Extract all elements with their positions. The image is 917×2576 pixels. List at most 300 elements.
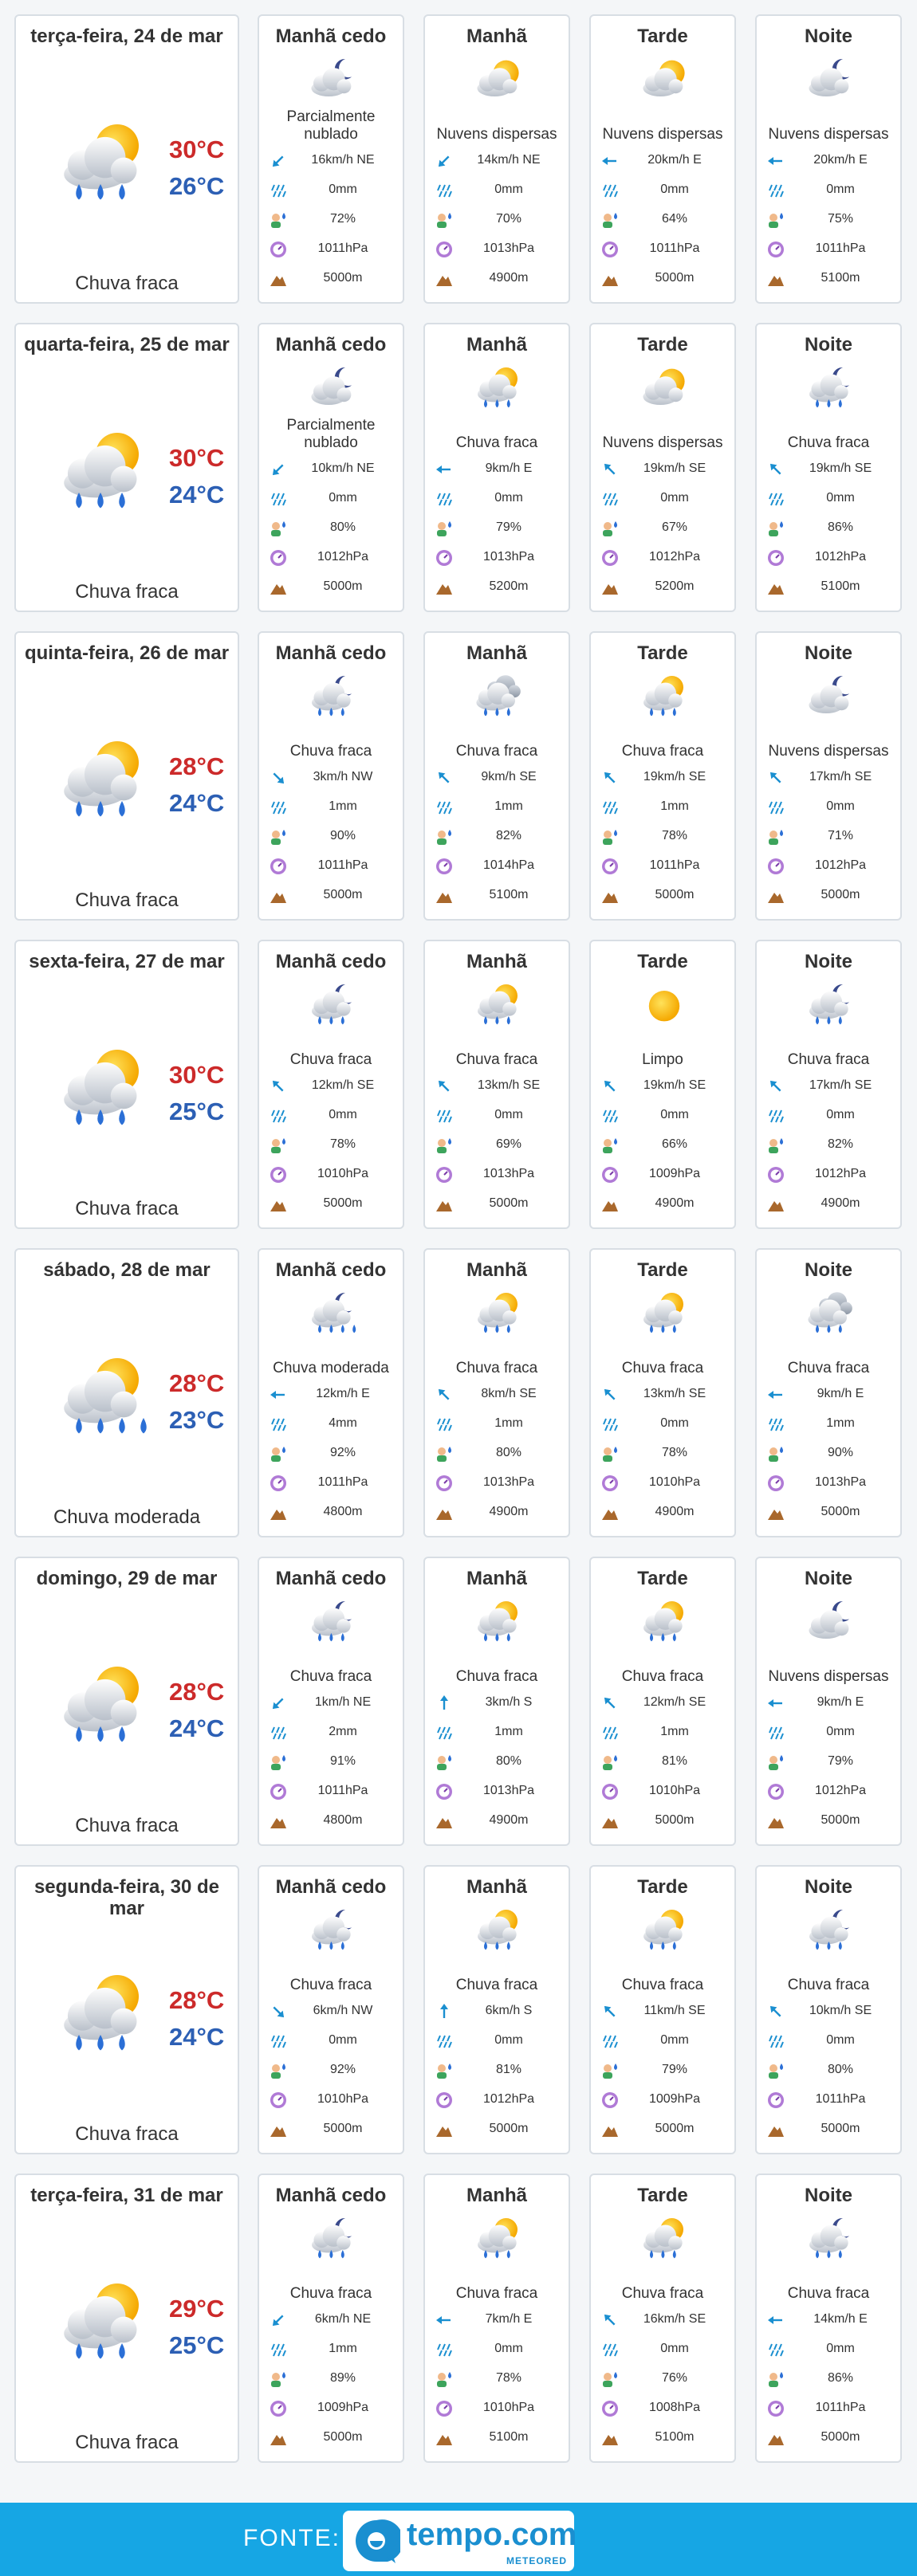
altitude-stat bbox=[264, 2119, 398, 2141]
altitude-stat bbox=[430, 1810, 564, 1832]
wind-icon bbox=[600, 151, 620, 171]
rain-icon bbox=[766, 1415, 785, 1434]
wind-value: 9km/h E bbox=[817, 1387, 864, 1400]
wind-value: 13km/h SE bbox=[477, 1078, 541, 1092]
humidity-icon bbox=[269, 519, 288, 538]
altitude-value: 5200m bbox=[655, 579, 695, 593]
pressure-icon bbox=[600, 2399, 620, 2418]
humidity-icon bbox=[600, 210, 620, 230]
period-description bbox=[262, 1647, 399, 1686]
rain-icon bbox=[766, 181, 785, 200]
pressure-value: 1009hPa bbox=[317, 2401, 369, 2414]
rain-value: 0mm bbox=[494, 2342, 523, 2355]
period-name: Manhã bbox=[466, 1259, 527, 1281]
altitude-stat bbox=[264, 1502, 398, 1524]
period-card[interactable] bbox=[589, 1557, 736, 1846]
moon-cloud-rain-icon bbox=[301, 2212, 364, 2263]
pressure-value: 1010hPa bbox=[482, 2401, 535, 2414]
rain-value: 0mm bbox=[660, 491, 689, 505]
period-card[interactable] bbox=[589, 940, 736, 1229]
period-name: Noite bbox=[805, 2185, 852, 2206]
altitude-stat bbox=[596, 885, 730, 907]
period-description-text: Limpo bbox=[642, 1051, 683, 1068]
altitude-value: 5000m bbox=[821, 888, 860, 901]
period-card[interactable] bbox=[755, 14, 902, 304]
altitude-icon bbox=[600, 1503, 620, 1522]
period-description-text: Chuva fraca bbox=[621, 743, 704, 760]
pressure-stat bbox=[430, 2397, 564, 2420]
rain-value: 4mm bbox=[329, 1416, 357, 1430]
rain-icon bbox=[269, 1723, 288, 1742]
humidity-value: 76% bbox=[661, 2371, 688, 2385]
altitude-stat bbox=[762, 1810, 895, 1832]
sun-cloud-rain-icon bbox=[43, 418, 163, 519]
period-card[interactable] bbox=[589, 323, 736, 612]
rain-icon bbox=[435, 2340, 454, 2359]
period-card[interactable] bbox=[589, 631, 736, 921]
wind-icon bbox=[269, 2002, 288, 2021]
humidity-value: 89% bbox=[329, 2371, 356, 2385]
humidity-value: 90% bbox=[827, 1446, 854, 1459]
period-card[interactable] bbox=[755, 323, 902, 612]
altitude-stat bbox=[762, 268, 895, 290]
period-card[interactable] bbox=[589, 2174, 736, 2463]
rain-value: 0mm bbox=[494, 2033, 523, 2047]
day-title: quarta-feira, 25 de mar bbox=[24, 334, 230, 355]
rain-stat bbox=[430, 796, 564, 819]
pressure-icon bbox=[269, 548, 288, 567]
period-name: Tarde bbox=[637, 1568, 688, 1589]
period-card[interactable] bbox=[589, 1865, 736, 2154]
rain-stat bbox=[596, 796, 730, 819]
day-summary-card[interactable] bbox=[14, 631, 239, 921]
footer bbox=[0, 2503, 917, 2576]
period-description bbox=[428, 1956, 565, 1994]
cloud-rain-icon bbox=[798, 1286, 862, 1337]
period-name: Manhã bbox=[466, 642, 527, 664]
humidity-stat bbox=[596, 826, 730, 848]
brand-link[interactable] bbox=[343, 2511, 577, 2571]
rain-value: 0mm bbox=[660, 1416, 689, 1430]
pressure-icon bbox=[435, 1474, 454, 1493]
rain-value: 0mm bbox=[494, 183, 523, 196]
period-card[interactable] bbox=[423, 1865, 570, 2154]
wind-value: 10km/h SE bbox=[809, 2004, 872, 2017]
rain-stat bbox=[264, 796, 398, 819]
humidity-value: 86% bbox=[827, 520, 854, 534]
wind-icon bbox=[269, 1385, 288, 1404]
pressure-icon bbox=[435, 1165, 454, 1184]
period-name: Manhã cedo bbox=[275, 2185, 387, 2206]
period-card[interactable] bbox=[258, 1557, 404, 1846]
humidity-stat bbox=[430, 1751, 564, 1773]
altitude-stat bbox=[264, 576, 398, 599]
humidity-icon bbox=[435, 210, 454, 230]
period-card[interactable] bbox=[755, 940, 902, 1229]
rain-stat bbox=[762, 1722, 895, 1744]
humidity-stat bbox=[762, 209, 895, 231]
humidity-stat bbox=[264, 517, 398, 540]
altitude-icon bbox=[435, 886, 454, 905]
altitude-icon bbox=[600, 578, 620, 597]
sun-icon bbox=[632, 978, 696, 1029]
period-card[interactable] bbox=[423, 631, 570, 921]
period-card[interactable] bbox=[423, 1557, 570, 1846]
period-description-text: Chuva fraca bbox=[455, 434, 538, 451]
rain-value: 0mm bbox=[826, 1725, 855, 1738]
altitude-icon bbox=[600, 1195, 620, 1214]
rain-stat bbox=[762, 2030, 895, 2052]
rain-icon bbox=[600, 489, 620, 509]
moon-cloud-icon bbox=[798, 53, 862, 104]
period-description bbox=[594, 722, 731, 760]
humidity-value: 91% bbox=[329, 1754, 356, 1768]
humidity-value: 69% bbox=[495, 1137, 522, 1151]
moon-cloud-icon bbox=[301, 361, 364, 412]
humidity-value: 64% bbox=[661, 212, 688, 226]
altitude-value: 5100m bbox=[821, 579, 860, 593]
humidity-icon bbox=[435, 827, 454, 846]
humidity-icon bbox=[269, 2061, 288, 2080]
pressure-icon bbox=[766, 240, 785, 259]
pressure-value: 1011hPa bbox=[815, 2092, 866, 2106]
period-card[interactable] bbox=[258, 1248, 404, 1537]
altitude-value: 4900m bbox=[655, 1505, 695, 1518]
rain-value: 1mm bbox=[660, 1725, 689, 1738]
wind-stat bbox=[762, 150, 895, 172]
altitude-value: 5000m bbox=[821, 2122, 860, 2135]
wind-stat bbox=[596, 2309, 730, 2331]
period-card[interactable] bbox=[258, 1865, 404, 2154]
period-card[interactable] bbox=[423, 2174, 570, 2463]
humidity-icon bbox=[435, 2061, 454, 2080]
wind-icon bbox=[766, 2311, 785, 2330]
wind-icon bbox=[269, 768, 288, 787]
sun-cloud-rain-icon bbox=[43, 1961, 163, 2061]
period-card[interactable] bbox=[589, 1248, 736, 1537]
pressure-value: 1010hPa bbox=[317, 2092, 369, 2106]
rain-value: 1mm bbox=[494, 1416, 523, 1430]
humidity-stat bbox=[430, 517, 564, 540]
humidity-icon bbox=[600, 2061, 620, 2080]
humidity-value: 67% bbox=[661, 520, 688, 534]
rain-value: 1mm bbox=[660, 799, 689, 813]
wind-value: 12km/h E bbox=[316, 1387, 370, 1400]
wind-icon bbox=[600, 460, 620, 479]
altitude-stat bbox=[264, 1810, 398, 1832]
wind-icon bbox=[766, 1077, 785, 1096]
sun-cloud-rain-icon bbox=[632, 1595, 696, 1646]
wind-stat bbox=[596, 1075, 730, 1098]
humidity-icon bbox=[435, 1444, 454, 1463]
period-card[interactable] bbox=[258, 631, 404, 921]
period-description bbox=[428, 414, 565, 452]
rain-icon bbox=[600, 181, 620, 200]
day-title: terça-feira, 24 de mar bbox=[30, 26, 223, 47]
wind-icon bbox=[766, 1385, 785, 1404]
period-card[interactable] bbox=[423, 14, 570, 304]
pressure-icon bbox=[600, 240, 620, 259]
pressure-value: 1013hPa bbox=[482, 1784, 535, 1797]
altitude-value: 4900m bbox=[489, 271, 529, 285]
pressure-icon bbox=[435, 2091, 454, 2110]
pressure-icon bbox=[600, 1782, 620, 1801]
period-name: Tarde bbox=[637, 2185, 688, 2206]
period-description-text: Chuva fraca bbox=[455, 1051, 538, 1068]
wind-value: 12km/h SE bbox=[643, 1695, 706, 1709]
rain-icon bbox=[766, 489, 785, 509]
rain-stat bbox=[596, 179, 730, 202]
pressure-value: 1013hPa bbox=[814, 1475, 867, 1489]
day-summary-card[interactable] bbox=[14, 940, 239, 1229]
period-card[interactable] bbox=[755, 1248, 902, 1537]
period-description bbox=[594, 1956, 731, 1994]
sun-cloud-icon bbox=[466, 53, 530, 104]
pressure-stat bbox=[762, 1472, 895, 1494]
humidity-icon bbox=[766, 827, 785, 846]
rain-stat bbox=[762, 179, 895, 202]
rain-value: 0mm bbox=[826, 491, 855, 505]
period-description-text: Chuva fraca bbox=[289, 1668, 372, 1685]
day-summary: Chuva fraca bbox=[75, 889, 179, 911]
wind-icon bbox=[766, 2002, 785, 2021]
humidity-value: 66% bbox=[661, 1137, 688, 1151]
altitude-value: 4800m bbox=[323, 1505, 363, 1518]
altitude-icon bbox=[766, 2429, 785, 2448]
sun-cloud-icon bbox=[632, 53, 696, 104]
moon-cloud-rain-icon bbox=[798, 361, 862, 412]
humidity-icon bbox=[435, 1753, 454, 1772]
altitude-icon bbox=[269, 1503, 288, 1522]
rain-stat bbox=[430, 179, 564, 202]
period-name: Manhã cedo bbox=[275, 1259, 387, 1281]
period-card[interactable] bbox=[258, 323, 404, 612]
rain-icon bbox=[600, 1106, 620, 1125]
rain-icon bbox=[766, 2340, 785, 2359]
humidity-stat bbox=[762, 2368, 895, 2390]
min-temp: 24°C bbox=[169, 2023, 225, 2051]
altitude-stat bbox=[762, 576, 895, 599]
wind-value: 13km/h SE bbox=[643, 1387, 706, 1400]
period-name: Manhã bbox=[466, 334, 527, 355]
altitude-value: 4900m bbox=[821, 1196, 860, 1210]
rain-stat bbox=[430, 2338, 564, 2361]
brand-sub: METEORED bbox=[506, 2555, 568, 2566]
altitude-icon bbox=[435, 269, 454, 289]
rain-value: 2mm bbox=[329, 1725, 357, 1738]
sun-cloud-rain-icon bbox=[632, 1903, 696, 1954]
period-description-text: Chuva fraca bbox=[787, 1051, 870, 1068]
day-summary: Chuva fraca bbox=[75, 1815, 179, 1836]
wind-stat bbox=[430, 458, 564, 481]
day-summary-card[interactable] bbox=[14, 14, 239, 304]
day-title: segunda-feira, 30 de mar bbox=[33, 1876, 220, 1919]
day-summary-card[interactable] bbox=[14, 1248, 239, 1537]
period-card[interactable] bbox=[589, 14, 736, 304]
altitude-stat bbox=[596, 2119, 730, 2141]
day-summary-card[interactable] bbox=[14, 2174, 239, 2463]
wind-icon bbox=[435, 1077, 454, 1096]
rain-value: 0mm bbox=[329, 491, 357, 505]
period-name: Tarde bbox=[637, 334, 688, 355]
humidity-stat bbox=[762, 1134, 895, 1156]
rain-stat bbox=[596, 2030, 730, 2052]
period-card[interactable] bbox=[423, 1248, 570, 1537]
pressure-stat bbox=[762, 547, 895, 569]
wind-icon bbox=[435, 2311, 454, 2330]
pressure-icon bbox=[766, 548, 785, 567]
altitude-stat bbox=[430, 576, 564, 599]
period-card[interactable] bbox=[258, 2174, 404, 2463]
max-temp: 30°C bbox=[169, 135, 225, 163]
min-temp: 26°C bbox=[169, 172, 225, 200]
altitude-icon bbox=[600, 886, 620, 905]
pressure-icon bbox=[435, 857, 454, 876]
wind-value: 12km/h SE bbox=[311, 1078, 375, 1092]
rain-value: 0mm bbox=[660, 2033, 689, 2047]
pressure-stat bbox=[264, 855, 398, 878]
max-temp: 28°C bbox=[169, 1986, 225, 2014]
period-description-text: Parcialmente nublado bbox=[286, 417, 376, 451]
day-row bbox=[0, 14, 917, 305]
wind-icon bbox=[766, 768, 785, 787]
pressure-value: 1011hPa bbox=[649, 242, 700, 255]
wind-value: 19km/h SE bbox=[643, 461, 706, 475]
altitude-value: 4800m bbox=[323, 1813, 363, 1827]
day-row bbox=[0, 1248, 917, 1539]
period-card[interactable] bbox=[755, 631, 902, 921]
wind-value: 1km/h NE bbox=[314, 1695, 372, 1709]
rain-value: 0mm bbox=[826, 2342, 855, 2355]
wind-value: 19km/h SE bbox=[809, 461, 872, 475]
period-card[interactable] bbox=[755, 1557, 902, 1846]
period-card[interactable] bbox=[258, 14, 404, 304]
period-name: Noite bbox=[805, 1259, 852, 1281]
altitude-stat bbox=[430, 1502, 564, 1524]
altitude-icon bbox=[766, 2120, 785, 2139]
wind-icon bbox=[600, 1694, 620, 1713]
wind-icon bbox=[600, 2311, 620, 2330]
day-summary-card[interactable] bbox=[14, 1865, 239, 2154]
wind-value: 19km/h SE bbox=[643, 1078, 706, 1092]
altitude-stat bbox=[596, 1810, 730, 1832]
altitude-stat bbox=[596, 268, 730, 290]
altitude-icon bbox=[766, 886, 785, 905]
humidity-icon bbox=[766, 2370, 785, 2389]
period-card[interactable] bbox=[423, 323, 570, 612]
moon-cloud-rain-icon bbox=[301, 978, 364, 1029]
sun-cloud-rain-icon bbox=[632, 2212, 696, 2263]
pressure-stat bbox=[430, 855, 564, 878]
pressure-icon bbox=[600, 1165, 620, 1184]
humidity-value: 81% bbox=[661, 1754, 688, 1768]
pressure-stat bbox=[430, 2089, 564, 2111]
period-description-text: Chuva fraca bbox=[621, 2285, 704, 2302]
day-summary: Chuva fraca bbox=[75, 581, 179, 603]
rain-stat bbox=[430, 2030, 564, 2052]
humidity-icon bbox=[766, 1136, 785, 1155]
altitude-value: 5000m bbox=[323, 579, 363, 593]
rain-stat bbox=[264, 2030, 398, 2052]
period-description bbox=[262, 722, 399, 760]
period-name: Manhã bbox=[466, 26, 527, 47]
period-card[interactable] bbox=[755, 1865, 902, 2154]
humidity-stat bbox=[430, 2060, 564, 2082]
sun-cloud-rain-icon bbox=[466, 978, 530, 1029]
rain-icon bbox=[269, 1415, 288, 1434]
period-card[interactable] bbox=[423, 940, 570, 1229]
period-description-text: Chuva fraca bbox=[455, 2285, 538, 2302]
humidity-icon bbox=[269, 1444, 288, 1463]
humidity-icon bbox=[600, 1753, 620, 1772]
altitude-icon bbox=[600, 269, 620, 289]
altitude-stat bbox=[430, 2119, 564, 2141]
period-name: Manhã cedo bbox=[275, 26, 387, 47]
day-title: quinta-feira, 26 de mar bbox=[24, 642, 230, 664]
pressure-stat bbox=[596, 1781, 730, 1803]
humidity-value: 79% bbox=[827, 1754, 854, 1768]
wind-stat bbox=[596, 1384, 730, 1406]
wind-stat bbox=[264, 1075, 398, 1098]
wind-stat bbox=[596, 1692, 730, 1714]
altitude-stat bbox=[264, 885, 398, 907]
sun-cloud-heavy-rain-icon bbox=[43, 1344, 163, 1444]
altitude-value: 5100m bbox=[489, 2430, 529, 2444]
pressure-icon bbox=[766, 1165, 785, 1184]
pressure-value: 1011hPa bbox=[317, 242, 368, 255]
day-summary-card[interactable] bbox=[14, 323, 239, 612]
wind-icon bbox=[435, 151, 454, 171]
rain-stat bbox=[762, 1105, 895, 1127]
altitude-icon bbox=[269, 886, 288, 905]
period-description bbox=[594, 105, 731, 143]
rain-icon bbox=[600, 2032, 620, 2051]
rain-stat bbox=[430, 488, 564, 510]
humidity-icon bbox=[435, 1136, 454, 1155]
rain-icon bbox=[600, 798, 620, 817]
period-description bbox=[594, 1031, 731, 1069]
sun-cloud-icon bbox=[632, 361, 696, 412]
period-description bbox=[760, 1647, 897, 1686]
altitude-value: 5000m bbox=[489, 1196, 529, 1210]
period-name: Noite bbox=[805, 334, 852, 355]
rain-value: 0mm bbox=[660, 2342, 689, 2355]
period-description-text: Nuvens dispersas bbox=[768, 1668, 889, 1685]
pressure-icon bbox=[435, 240, 454, 259]
wind-stat bbox=[596, 767, 730, 789]
wind-icon bbox=[435, 2002, 454, 2021]
rain-value: 0mm bbox=[494, 1108, 523, 1121]
period-card[interactable] bbox=[258, 940, 404, 1229]
wind-value: 11km/h SE bbox=[643, 2004, 706, 2017]
period-card[interactable] bbox=[755, 2174, 902, 2463]
rain-icon bbox=[766, 2032, 785, 2051]
pressure-value: 1012hPa bbox=[317, 550, 369, 564]
period-description bbox=[760, 1339, 897, 1377]
period-description-text: Chuva fraca bbox=[455, 1360, 538, 1376]
humidity-stat bbox=[596, 2060, 730, 2082]
pressure-stat bbox=[264, 2089, 398, 2111]
pressure-stat bbox=[264, 1164, 398, 1186]
day-summary-card[interactable] bbox=[14, 1557, 239, 1846]
humidity-icon bbox=[269, 2370, 288, 2389]
wind-value: 14km/h E bbox=[813, 2312, 868, 2326]
pressure-value: 1013hPa bbox=[482, 242, 535, 255]
humidity-value: 82% bbox=[827, 1137, 854, 1151]
pressure-value: 1011hPa bbox=[317, 1475, 368, 1489]
pressure-stat bbox=[762, 2397, 895, 2420]
rain-value: 1mm bbox=[826, 1416, 855, 1430]
